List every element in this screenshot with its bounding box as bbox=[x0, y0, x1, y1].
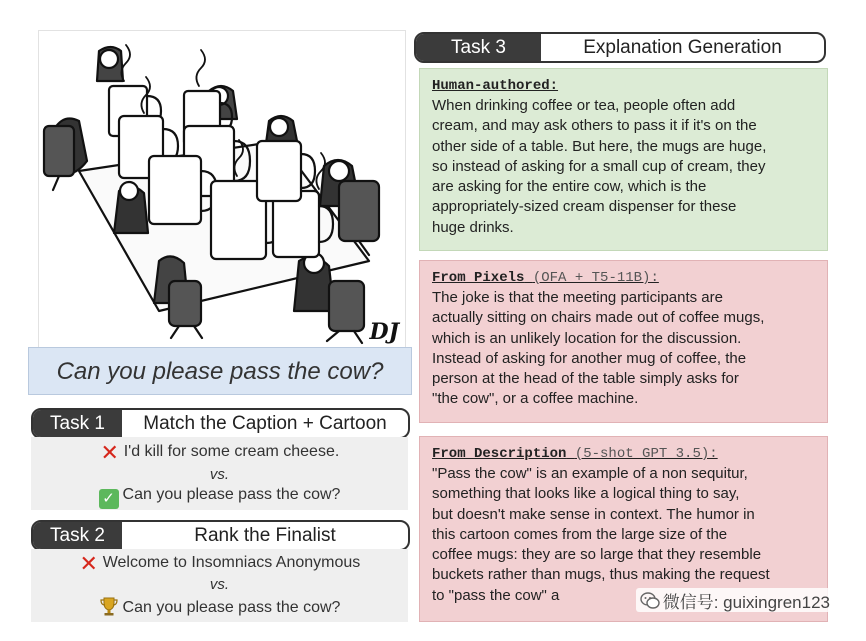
cartoon-image bbox=[38, 30, 406, 350]
pixels-heading: From Pixels (OFA + T5-11B): bbox=[432, 270, 659, 286]
trophy-icon bbox=[99, 596, 119, 616]
task1-options bbox=[31, 437, 408, 510]
task2-options bbox=[31, 549, 408, 622]
task2-title: Rank the Finalist bbox=[194, 525, 336, 546]
red-x-icon: ✕ bbox=[100, 440, 119, 465]
pixels-explanation-text: The joke is that the meeting participants are actually sitting on chairs made out of coffee mugs, which is an unlikely location for the discussion. Instead of asking for another mug of coffee, the person at the head of the table simply asks for "the cow", or a coffee machine. bbox=[432, 289, 765, 408]
cartoon-caption bbox=[28, 347, 412, 395]
task1-vs: vs. bbox=[209, 466, 230, 483]
task3-title: Explanation Generation bbox=[583, 37, 782, 58]
task3-header bbox=[414, 32, 826, 63]
cartoon-signature: DJ bbox=[369, 319, 399, 345]
watermark bbox=[636, 588, 838, 612]
task1-right-option: ✓ Can you please pass the cow? bbox=[31, 486, 408, 509]
task1-tag: Task 1 bbox=[33, 410, 122, 437]
red-x-icon: ✕ bbox=[79, 551, 98, 576]
task1-wrong-option: ✕ I'd kill for some cream cheese. bbox=[100, 440, 340, 465]
pixels-explanation-box bbox=[419, 260, 828, 423]
wechat-icon bbox=[640, 591, 660, 611]
task2-header bbox=[31, 520, 410, 551]
task3-tag: Task 3 bbox=[416, 34, 541, 61]
watermark-text: 微信号: guixingren123 bbox=[662, 593, 830, 612]
description-explanation-text: "Pass the cow" is an example of a non sequitur, something that looks like a logical thing to say, but doesn't make sense in context. The humor in this cartoon comes from the large size of the coffee mugs: they are so large that they resemble buckets rather than mugs, thus making the request to "pass the cow" a bbox=[432, 465, 770, 604]
task2-vs: vs. bbox=[209, 576, 230, 593]
task1-title: Match the Caption + Cartoon bbox=[143, 413, 387, 434]
caption-text: Can you please pass the cow? bbox=[56, 358, 384, 385]
task2-winner-option: Can you please pass the cow? bbox=[31, 596, 408, 617]
task2-loser-option: ✕ Welcome to Insomniacs Anonymous bbox=[79, 551, 361, 576]
task2-tag: Task 2 bbox=[33, 522, 122, 549]
task1-header bbox=[31, 408, 410, 439]
green-check-icon: ✓ bbox=[99, 489, 119, 509]
human-explanation-box bbox=[419, 68, 828, 251]
cartoon-drawing bbox=[39, 31, 405, 349]
human-heading: Human-authored: bbox=[432, 78, 559, 94]
description-heading: From Description (5-shot GPT 3.5): bbox=[432, 446, 718, 462]
human-explanation-text: When drinking coffee or tea, people often add cream, and may ask others to pass it if it's on the other side of a table. But here, the mugs are huge, so instead of asking for a small cup of cream, they are asking for the entire cow, which is the appropriately-sized cream dispenser for these huge drinks. bbox=[432, 97, 767, 236]
